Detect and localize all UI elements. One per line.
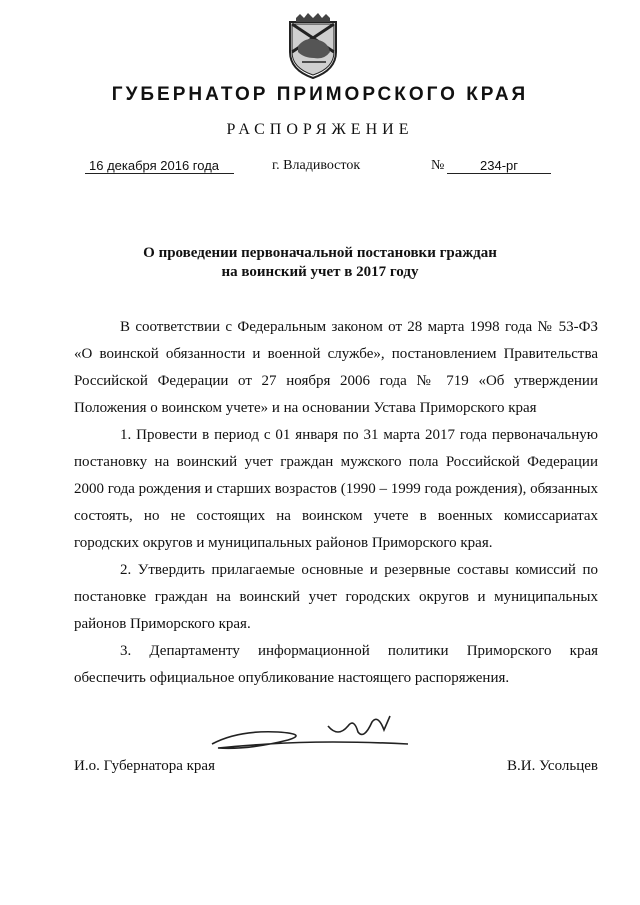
item-1-paragraph: 1. Провести в период с 01 января по 31 марта 2017 года первоначальную постановку на воинский учет граждан мужского пола Российской Федерации 2000 года рождения и старших возрастов (1990 – 1999 года рождения), обязанных состоять, но не состоящих на воинском учете в военных комиссариатах городских округов и муниципальных районов Приморского края. <box>74 427 598 551</box>
coat-of-arms-emblem <box>284 12 342 80</box>
item-3-paragraph: 3. Департаменту информационной политики Приморского края обеспечить официальное опубликование настоящего распоряжения. <box>74 643 598 686</box>
document-city: г. Владивосток <box>272 158 361 173</box>
document-number: 234-рг <box>447 158 551 174</box>
document-type: РАСПОРЯЖЕНИЕ <box>226 121 414 138</box>
document-date: 16 декабря 2016 года <box>85 158 234 174</box>
document-body <box>74 314 598 692</box>
document-title <box>0 244 640 282</box>
item-2-paragraph: 2. Утвердить прилагаемые основные и резервные составы комиссий по постановке граждан на воинский учет городских округов и муниципальных районов Приморского края. <box>74 562 598 632</box>
signatory-role: И.о. Губернатора края <box>74 758 215 774</box>
title-line-1: О проведении первоначальной постановки граждан <box>143 245 497 261</box>
preamble-paragraph: В соответствии с Федеральным законом от 28 марта 1998 года № 53-ФЗ «О воинской обязанности и военной службе», постановлением Правительства Российской Федерации от 27 ноября 2006 года № 719 «Об утверждении Положения о воинском учете» и на основании Устава Приморского края <box>74 319 598 416</box>
signatory-name: В.И. Усольцев <box>507 758 598 774</box>
handwritten-signature <box>208 710 418 760</box>
governor-title: ГУБЕРНАТОР ПРИМОРСКОГО КРАЯ <box>111 84 529 105</box>
number-label: № <box>431 158 445 173</box>
title-line-2: на воинский учет в 2017 году <box>221 264 419 280</box>
